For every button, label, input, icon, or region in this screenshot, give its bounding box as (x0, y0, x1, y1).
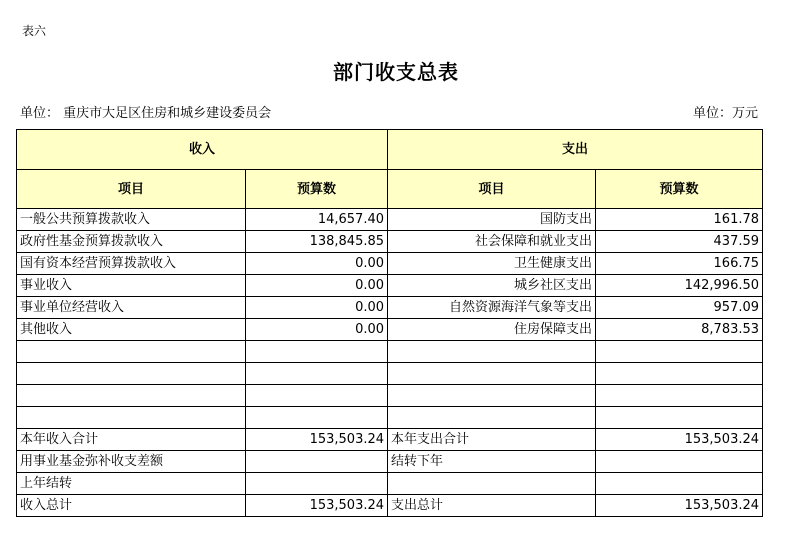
expense-item-cell: 社会保障和就业支出 (388, 231, 596, 253)
expense-amount-cell: 437.59 (596, 231, 763, 253)
income-amount-cell (246, 385, 388, 407)
income-amount-cell: 153,503.24 (246, 495, 388, 517)
table-row (17, 275, 763, 297)
income-item-cell: 政府性基金预算拨款收入 (17, 231, 246, 253)
expense-item-cell (388, 407, 596, 429)
income-amount-cell: 0.00 (246, 253, 388, 275)
table-row (17, 407, 763, 429)
income-item-cell (17, 407, 246, 429)
expense-item-cell: 国防支出 (388, 209, 596, 231)
expense-item-cell: 自然资源海洋气象等支出 (388, 297, 596, 319)
page-title: 部门收支总表 (333, 60, 459, 84)
expense-item-cell: 卫生健康支出 (388, 253, 596, 275)
income-item-cell: 上年结转 (17, 473, 246, 495)
income-item-cell: 事业收入 (17, 275, 246, 297)
expense-amount-cell: 142,996.50 (596, 275, 763, 297)
income-amount-cell: 138,845.85 (246, 231, 388, 253)
expense-amount-cell: 166.75 (596, 253, 763, 275)
expense-amount-cell: 153,503.24 (596, 495, 763, 517)
expense-item-cell (388, 473, 596, 495)
income-amount-cell (246, 473, 388, 495)
column-header-row (17, 170, 763, 209)
expense-amount-cell (596, 451, 763, 473)
table-row (17, 231, 763, 253)
income-amount-cell (246, 363, 388, 385)
expense-amount-cell: 153,503.24 (596, 429, 763, 451)
expense-item-header: 项目 (388, 170, 596, 209)
expense-item-cell: 支出总计 (388, 495, 596, 517)
table-row (17, 341, 763, 363)
income-amount-cell: 14,657.40 (246, 209, 388, 231)
expense-amount-cell (596, 407, 763, 429)
section-header-row (17, 130, 763, 170)
income-amount-cell: 0.00 (246, 297, 388, 319)
income-item-cell: 本年收入合计 (17, 429, 246, 451)
expense-item-cell: 结转下年 (388, 451, 596, 473)
income-section-header: 收入 (17, 130, 388, 170)
expense-amount-cell: 161.78 (596, 209, 763, 231)
table-row (17, 473, 763, 495)
table-row (17, 429, 763, 451)
expense-budget-header: 预算数 (596, 170, 763, 209)
unit-currency-label: 单位：万元 (692, 106, 758, 121)
income-amount-cell (246, 341, 388, 363)
income-item-cell (17, 385, 246, 407)
table-row (17, 297, 763, 319)
income-item-cell: 国有资本经营预算拨款收入 (17, 253, 246, 275)
expense-amount-cell (596, 341, 763, 363)
expense-item-cell (388, 385, 596, 407)
expense-amount-cell: 8,783.53 (596, 319, 763, 341)
income-item-cell: 一般公共预算拨款收入 (17, 209, 246, 231)
income-amount-cell: 0.00 (246, 275, 388, 297)
expense-item-cell (388, 341, 596, 363)
income-item-header: 项目 (17, 170, 246, 209)
expense-item-cell (388, 363, 596, 385)
income-amount-cell (246, 451, 388, 473)
income-item-cell: 事业单位经营收入 (17, 297, 246, 319)
income-amount-cell (246, 407, 388, 429)
expense-amount-cell (596, 473, 763, 495)
income-item-cell: 用事业基金弥补收支差额 (17, 451, 246, 473)
income-item-cell: 其他收入 (17, 319, 246, 341)
income-item-cell: 收入总计 (17, 495, 246, 517)
table-row (17, 495, 763, 517)
expense-amount-cell (596, 385, 763, 407)
income-item-cell (17, 363, 246, 385)
table-row (17, 253, 763, 275)
table-row (17, 319, 763, 341)
table-row (17, 209, 763, 231)
expense-section-header: 支出 (388, 130, 763, 170)
expense-item-cell: 住房保障支出 (388, 319, 596, 341)
income-amount-cell: 0.00 (246, 319, 388, 341)
table-number-label: 表六 (22, 24, 47, 38)
expense-amount-cell (596, 363, 763, 385)
expense-amount-cell: 957.09 (596, 297, 763, 319)
table-row (17, 385, 763, 407)
income-budget-header: 预算数 (246, 170, 388, 209)
expense-item-cell: 城乡社区支出 (388, 275, 596, 297)
expense-item-cell: 本年支出合计 (388, 429, 596, 451)
table-row (17, 363, 763, 385)
unit-department-label: 单位： 重庆市大足区住房和城乡建设委员会 (20, 106, 272, 121)
income-amount-cell: 153,503.24 (246, 429, 388, 451)
budget-summary-table (16, 129, 763, 517)
table-row (17, 451, 763, 473)
income-item-cell (17, 341, 246, 363)
